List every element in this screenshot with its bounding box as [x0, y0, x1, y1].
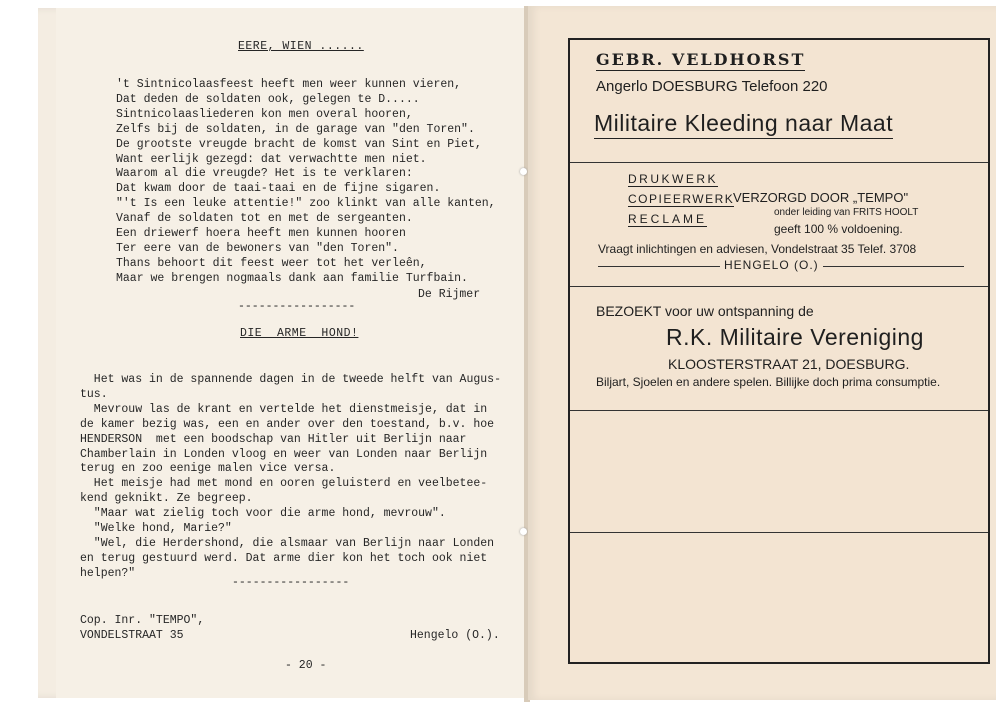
story-line: Chamberlain in Londen vloog en weer van Londen naar Berlijn [80, 447, 488, 461]
story-line: Het was in de spannende dagen in de tweede helft van Augus- [80, 373, 501, 386]
divider [570, 532, 988, 533]
story-line: en terug gestuurd werd. Dat arme dier kon het toch ook niet [80, 551, 488, 565]
poem-line: Ter eere van de bewoners van "den Toren". [116, 241, 399, 255]
story-line: helpen?" [80, 566, 136, 580]
divider [570, 286, 988, 287]
story-line: HENDERSON met een boodschap van Hitler uit Berlijn naar [80, 432, 467, 446]
ad3-intro: BEZOEKT voor uw ontspanning de [596, 303, 814, 319]
poem-line: Want eerlijk gezegd: dat verwachtte men niet. [116, 152, 427, 166]
article2-title: DIE ARME HOND! [240, 327, 359, 340]
binding-hole [520, 168, 527, 175]
ad2-service-drukwerk: DRUKWERK [628, 172, 719, 186]
poem-line: Dat deden de soldaten ook, gelegen te D..... [116, 92, 420, 106]
footer-city: Hengelo (O.). [410, 629, 500, 642]
story-line: de kamer bezig was, een en ander over den toestand, b.v. hoe [80, 417, 495, 431]
poem-line: Sintnicolaasliederen kon men overal hooren, [116, 107, 413, 121]
poem-line: Zelfs bij de soldaten, in de garage van "den Toren". [116, 122, 475, 136]
ad2-leiding: onder leiding van FRITS HOOLT [774, 207, 919, 218]
poem-line: Dat kwam door de taai-taai en de fijne sigaren. [116, 182, 441, 196]
story-line: Mevrouw las de krant en vertelde het dienstmeisje, dat in [80, 402, 488, 416]
poem-line: Een driewerf hoera heeft men kunnen hooren [116, 227, 406, 240]
ad3-description: Biljart, Sjoelen en andere spelen. Billijke doch prima consumptie. [596, 375, 941, 389]
poem-line: 't Sintnicolaasfeest heeft men weer kunnen vieren, [116, 78, 462, 91]
ad2-info: Vraagt inlichtingen en adviesen, Vondelstraat 35 Telef. 3708 [598, 242, 917, 256]
ad2-service-copieerwerk: COPIEERWERK [628, 192, 735, 206]
separator-line: ----------------- [238, 300, 356, 313]
footer-address: VONDELSTRAAT 35 [80, 629, 184, 642]
poem-line: Maar we brengen nogmaals dank aan familie Turfbain. [116, 271, 468, 285]
story-line: "Welke hond, Marie?" [80, 522, 232, 535]
story-line: tus. [80, 387, 108, 401]
story-line: Het meisje had met mond en ooren geluisterd en veelbetee- [80, 477, 488, 491]
poem-line: Vanaf de soldaten tot en met de sergeanten. [116, 212, 413, 226]
story-line: terug en zoo eenige malen vice versa. [80, 462, 336, 476]
ad2-city: HENGELO (O.) [720, 258, 823, 272]
page-number: - 20 - [285, 659, 327, 672]
divider [570, 162, 988, 163]
poem-line: "'t Is een leuke attentie!" zoo klinkt van alle kanten, [116, 197, 496, 211]
ad3-address: KLOOSTERSTRAAT 21, DOESBURG. [668, 356, 910, 372]
article1-title: EERE, WIEN ...... [238, 40, 364, 53]
ad2-verzorgd: VERZORGD DOOR „TEMPO" [733, 190, 909, 205]
story-line: "Wel, die Herdershond, die alsmaar van Berlijn naar Londen [80, 536, 495, 550]
ad1-slogan: Militaire Kleeding naar Maat [594, 110, 893, 139]
article1-signature: De Rijmer [418, 288, 481, 301]
poem-line: Waarom al die vreugde? Het is te verklaren: [116, 167, 413, 181]
poem-line: Thans behoort dit feest weer tot het verleên, [116, 256, 427, 270]
binding-hole [520, 528, 527, 535]
ad3-name: R.K. Militaire Vereniging [666, 324, 924, 350]
ad2-geeft: geeft 100 % voldoening. [774, 222, 903, 236]
poem-line: De grootste vreugde bracht de komst van Sint en Piet, [116, 137, 482, 151]
divider [570, 410, 988, 411]
ad1-company: GEBR. VELDHORST [596, 50, 806, 69]
ad1-address: Angerlo DOESBURG Telefoon 220 [596, 78, 828, 95]
footer-printer: Cop. Inr. "TEMPO", [80, 614, 205, 627]
separator-line: ----------------- [232, 576, 350, 589]
story-line: "Maar wat zielig toch voor die arme hond, mevrouw". [80, 507, 446, 521]
story-line: kend geknikt. Ze begreep. [80, 492, 253, 506]
ad2-service-reclame: RECLAME [628, 212, 708, 226]
